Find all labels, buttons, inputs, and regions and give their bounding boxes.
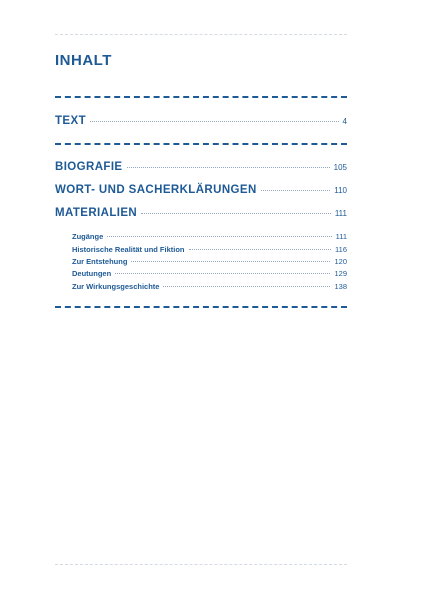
dot-leader	[127, 167, 330, 168]
dot-leader	[141, 213, 331, 214]
toc-subentry-zugaenge[interactable]	[72, 232, 347, 241]
section-divider	[55, 306, 347, 308]
toc-entry-label: WORT- UND SACHERKLÄRUNGEN	[55, 184, 257, 196]
toc-entry-biografie[interactable]	[55, 161, 347, 173]
bottom-faint-rule	[55, 564, 347, 565]
toc-subentry-label: Zur Entstehung	[72, 257, 128, 266]
toc-page-number: 120	[334, 257, 347, 266]
toc-page-number: 111	[335, 232, 347, 241]
toc-subentry-label: Zugänge	[72, 232, 104, 241]
toc-entry-sacherklaerungen[interactable]	[55, 184, 347, 196]
toc-page-number: 105	[333, 163, 347, 172]
dot-leader	[261, 190, 331, 191]
toc-page-number: 111	[334, 209, 347, 218]
dot-leader	[189, 249, 332, 250]
dot-leader	[115, 273, 330, 274]
toc-page-number: 110	[334, 186, 347, 195]
section-divider	[55, 143, 347, 145]
toc-subentry-historische-realitaet[interactable]	[72, 245, 347, 254]
page-title: INHALT	[55, 52, 112, 69]
dot-leader	[107, 236, 331, 237]
dot-leader	[90, 121, 339, 122]
toc-page-number: 129	[334, 269, 347, 278]
toc-page-number: 4	[342, 117, 347, 126]
toc-entry-label: BIOGRAFIE	[55, 161, 123, 173]
toc-subentry-deutungen[interactable]	[72, 269, 347, 278]
toc-subentry-zur-entstehung[interactable]	[72, 257, 347, 266]
toc-entry-label: MATERIALIEN	[55, 207, 138, 219]
toc-page-number: 116	[335, 245, 347, 254]
toc-entry-materialien[interactable]	[55, 207, 347, 219]
dot-leader	[131, 261, 330, 262]
section-divider	[55, 96, 347, 98]
top-faint-rule	[55, 34, 347, 35]
toc-subentry-wirkungsgeschichte[interactable]	[72, 282, 347, 291]
toc-subentry-label: Deutungen	[72, 269, 112, 278]
dot-leader	[163, 286, 330, 287]
toc-subentry-label: Zur Wirkungsgeschichte	[72, 282, 160, 291]
toc-subentry-label: Historische Realität und Fiktion	[72, 245, 185, 254]
toc-entry-text[interactable]	[55, 115, 347, 127]
toc-entry-label: TEXT	[55, 115, 86, 127]
toc-page-number: 138	[334, 282, 347, 291]
